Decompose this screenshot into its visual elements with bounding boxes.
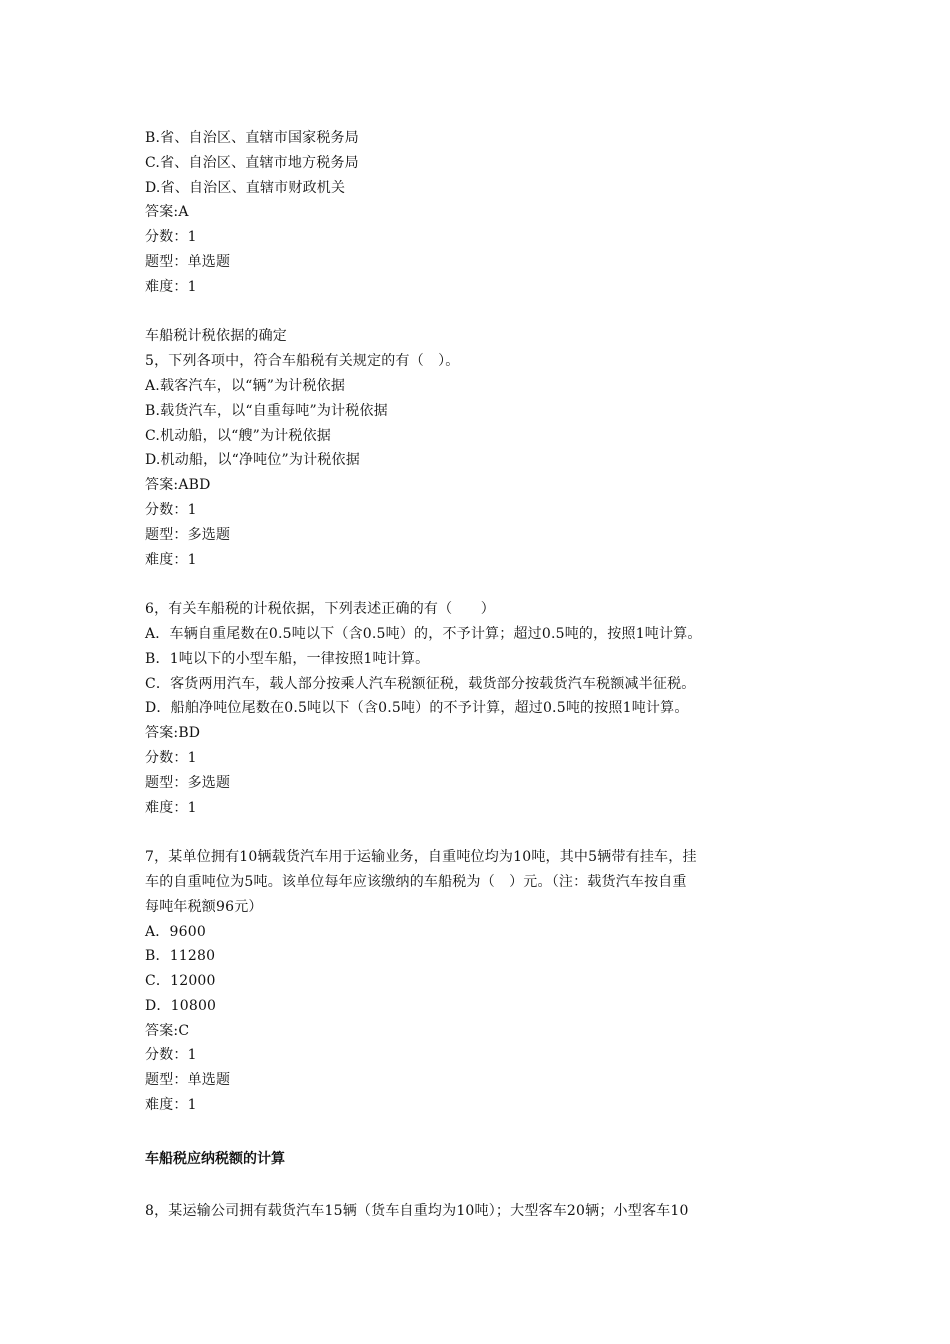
q5-option-d: D.机动船，以“净吨位”为计税依据 xyxy=(145,452,360,469)
q6-difficulty: 难度：1 xyxy=(145,799,197,816)
question-8 xyxy=(145,1199,825,1224)
spacer xyxy=(145,300,825,325)
q5-score: 分数：1 xyxy=(145,501,197,518)
question-6 xyxy=(145,597,825,820)
q5-option-b: B.载货汽车，以“自重每吨”为计税依据 xyxy=(145,402,388,419)
q7-difficulty: 难度：1 xyxy=(145,1097,197,1114)
q4-answer: 答案:A xyxy=(145,204,189,221)
q4-score: 分数：1 xyxy=(145,229,197,246)
q6-option-d: D．船舶净吨位尾数在0.5吨以下（含0.5吨）的不予计算，超过0.5吨的按照1吨计算。 xyxy=(145,700,689,717)
section-title-tax-calculation: 车船税应纳税额的计算 xyxy=(145,1150,285,1167)
q6-score: 分数：1 xyxy=(145,749,197,766)
q6-option-c: C．客货两用汽车，载人部分按乘人汽车税额征税，载货部分按载货汽车税额减半征税。 xyxy=(145,675,696,692)
section-title-tax-basis: 车船税计税依据的确定 xyxy=(145,328,287,345)
q4-option-c: C.省、自治区、直辖市地方税务局 xyxy=(145,154,359,171)
q5-difficulty: 难度：1 xyxy=(145,551,197,568)
q7-answer: 答案:C xyxy=(145,1022,190,1039)
question-7 xyxy=(145,845,825,1118)
spacer xyxy=(145,572,825,597)
q5-option-c: C.机动船，以“艘”为计税依据 xyxy=(145,427,331,444)
spacer xyxy=(145,820,825,845)
q4-option-d: D.省、自治区、直辖市财政机关 xyxy=(145,179,346,196)
question-4-tail xyxy=(145,126,825,300)
q7-stem-line-1: 7，某单位拥有10辆载货汽车用于运输业务，自重吨位均为10吨，其中5辆带有挂车，挂 xyxy=(145,849,697,866)
spacer xyxy=(145,1118,825,1143)
spacer xyxy=(145,1171,825,1199)
q5-answer: 答案:ABD xyxy=(145,477,211,494)
q6-option-a: A．车辆自重尾数在0.5吨以下（含0.5吨）的，不予计算；超过0.5吨的，按照1吨计算。 xyxy=(145,625,702,642)
q7-option-d: D．10800 xyxy=(145,997,217,1014)
document-page xyxy=(145,126,825,1224)
q6-type: 题型：多选题 xyxy=(145,774,231,791)
q7-stem-line-3: 每吨年税额96元） xyxy=(145,898,263,915)
q7-stem-line-2: 车的自重吨位为5吨。该单位每年应该缴纳的车船税为（ ）元。（注：载货汽车按自重 xyxy=(145,873,687,890)
q5-stem: 5，下列各项中，符合车船税有关规定的有（ ）。 xyxy=(145,353,460,370)
q5-type: 题型：多选题 xyxy=(145,526,231,543)
q7-type: 题型：单选题 xyxy=(145,1072,231,1089)
q6-answer: 答案:BD xyxy=(145,725,201,742)
q5-option-a: A.载客汽车，以“辆”为计税依据 xyxy=(145,377,346,394)
q4-option-b: B.省、自治区、直辖市国家税务局 xyxy=(145,130,359,146)
q4-difficulty: 难度：1 xyxy=(145,278,197,295)
q7-option-b: B．11280 xyxy=(145,948,216,965)
q6-stem: 6，有关车船税的计税依据，下列表述正确的有（ ） xyxy=(145,601,495,618)
q7-option-a: A．9600 xyxy=(145,923,206,940)
q8-stem-line-1: 8，某运输公司拥有载货汽车15辆（货车自重均为10吨）；大型客车20辆；小型客车10 xyxy=(145,1203,689,1220)
q7-option-c: C．12000 xyxy=(145,973,216,990)
q7-score: 分数：1 xyxy=(145,1047,197,1064)
question-5 xyxy=(145,349,825,572)
q6-option-b: B．1吨以下的小型车船，一律按照1吨计算。 xyxy=(145,650,430,667)
q4-type: 题型：单选题 xyxy=(145,253,231,270)
